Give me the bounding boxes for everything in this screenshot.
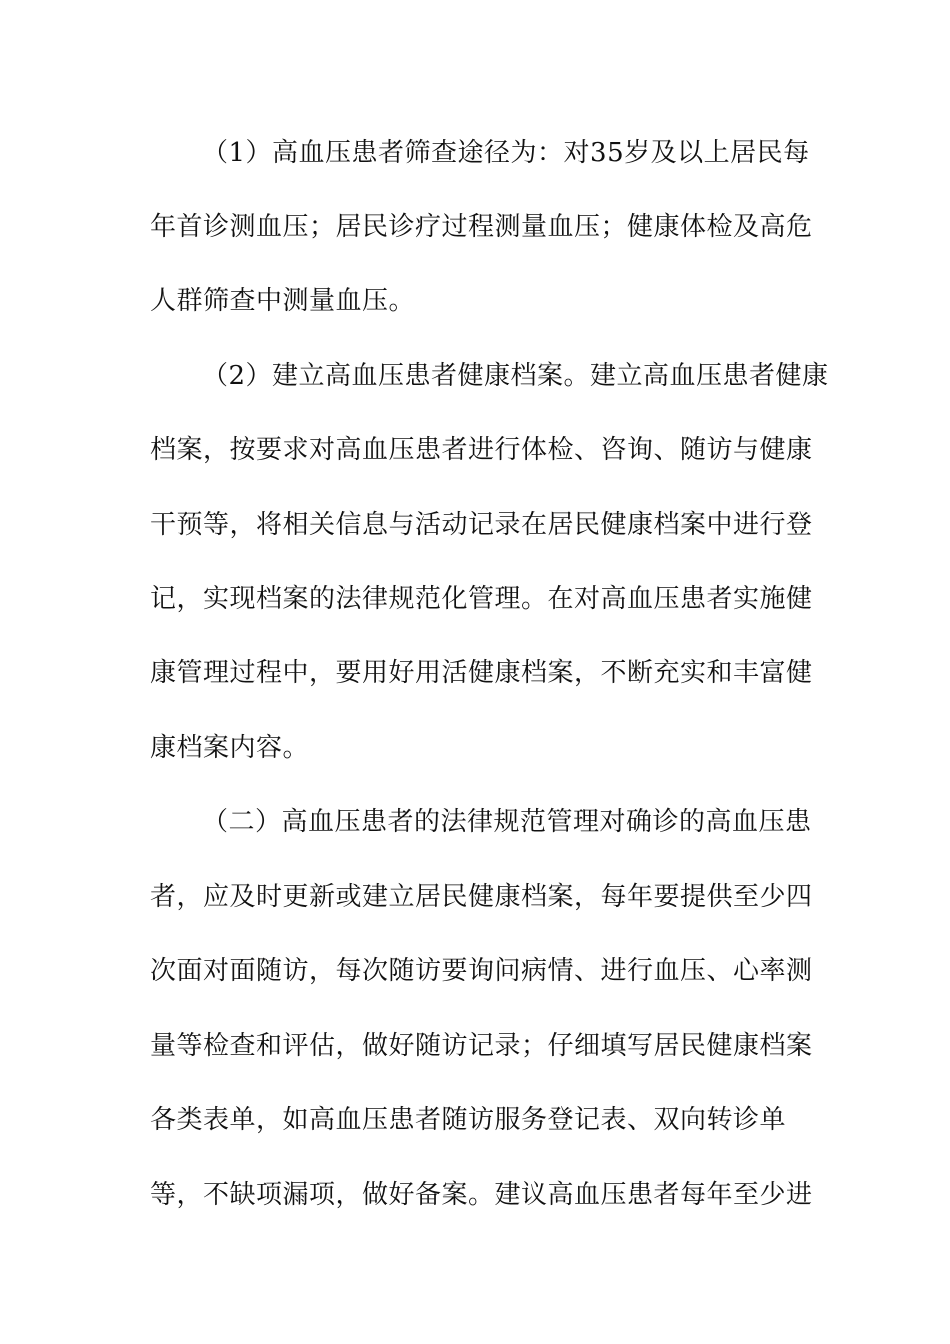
paragraph-2-line-1: （2）建立高血压患者健康档案。建立高血压患者健康 [202,361,829,391]
paragraph-3-line-1: （二）高血压患者的法律规范管理对确诊的高血压患 [202,807,812,837]
paragraph-1-line-1: （1）高血压患者筛查途径为：对35岁及以上居民每 [202,138,810,168]
paragraph-3-line-6: 等，不缺项漏项，做好备案。建议高血压患者每年至少进 [150,1180,813,1210]
paragraph-2-line-2: 档案，按要求对高血压患者进行体检、咨询、随访与健康 [150,435,813,465]
paragraph-1-line-2: 年首诊测血压；居民诊疗过程测量血压；健康体检及高危 [150,212,813,242]
paragraph-3-line-4: 量等检查和评估，做好随访记录；仔细填写居民健康档案 [150,1031,813,1061]
paragraph-2-line-3: 干预等，将相关信息与活动记录在居民健康档案中进行登 [150,510,813,540]
paragraph-2-line-5: 康管理过程中，要用好用活健康档案，不断充实和丰富健 [150,658,813,688]
paragraph-2-line-6: 康档案内容。 [150,733,310,763]
paragraph-2-line-4: 记，实现档案的法律规范化管理。在对高血压患者实施健 [150,584,813,614]
paragraph-3-line-3: 次面对面随访，每次随访要询问病情、进行血压、心率测 [150,956,813,986]
paragraph-3-line-2: 者，应及时更新或建立居民健康档案，每年要提供至少四 [150,882,813,912]
paragraph-1-line-3: 人群筛查中测量血压。 [150,286,416,316]
paragraph-3-line-5: 各类表单，如高血压患者随访服务登记表、双向转诊单 [150,1105,787,1135]
